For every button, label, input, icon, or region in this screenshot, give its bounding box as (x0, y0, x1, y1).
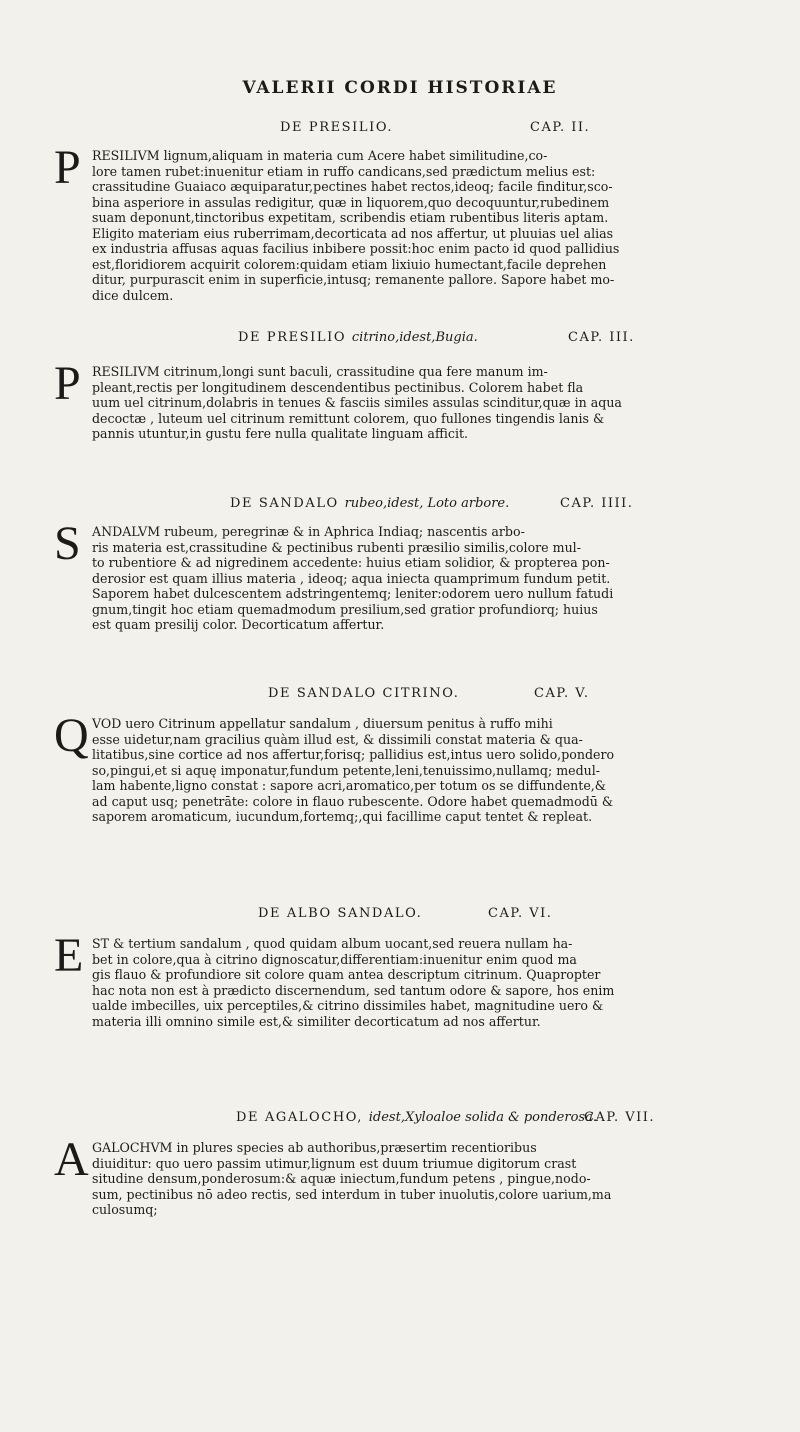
drop-capital: A (54, 1133, 89, 1186)
chapter-number: CAP. V. (534, 686, 590, 701)
drop-capital: E (54, 929, 84, 982)
section-paragraph-5: ST & tertium sandalum , quod quidam album uocant,sed reuera nullam ha- bet in colore,qua à citrino dignoscatur,differentiam:inuenitur enim quod ma gis flauo & profundiore sit colore quam antea descriptum citrinum. Quapropter hac nota non est à prædicto discernendum, sed tantum odore & sapore, hos enim ualde imbecilles, uix perceptiles,& citrino dissimiles habet, magnitudine uero & materia illi omnino simile est,& similiter decorticatum ad nos affertur. (92, 936, 615, 1029)
drop-capital: P (54, 357, 81, 410)
chapter-number: CAP. VII. (584, 1110, 656, 1125)
chapter-number: CAP. III. (568, 330, 635, 345)
section-paragraph-4: VOD uero Citrinum appellatur sandalum , diuersum penitus à ruffo mihi esse uidetur,nam gracilius quàm illud est, & dissimili constat materia & qua- litatibus,sine cortice ad nos affertur,forisq; pallidius est,intus uero solido,pondero so,pingui,et si aquę imponatur,fundum petente,leni,tenuissimo,nullamq; medul- lam habente,ligno constat : sapore acri,aromatico,per totum os se diffundente,& ad caput usq; penetrāte: colore in flauo rubescente. Odore habet quemadmodū & saporem aromaticum, iucundum,fortemq;,qui facillime caput tentet & repleat. (92, 716, 615, 824)
section-paragraph-3: ANDALVM rubeum, peregrinæ & in Aphrica Indiaq; nascentis arbo- ris materia est,crassitudine & pectinibus rubenti præsilio similis,colore mul- to rubentiore & ad nigredinem accedente: huius etiam solidior, & propterea pon- derosior est quam illius materia , ideoq; aqua iniecta quamprimum fundum petit. Saporem habet dulcescentem adstringentemq; leniter:odorem uero nullum fatudi gnum,tingit hoc etiam quemadmodum presilium,sed gratior profundiorq; huius est quam presilij color. Decorticatum affertur. (92, 524, 614, 632)
section-title: DE SANDALO rubeo,idest, Loto arbore. (230, 496, 510, 511)
section-title: DE SANDALO CITRINO. (268, 686, 460, 701)
chapter-number: CAP. IIII. (560, 496, 634, 511)
drop-capital: P (54, 141, 81, 194)
running-head: VALERII CORDI HISTORIAE (242, 78, 558, 98)
section-paragraph-2: RESILIVM citrinum,longi sunt baculi, crassitudine qua fere manum im- pleant,rectis per longitudinem descendentibus pectinibus. Colorem habet fla uum uel citrinum,dolabris in tenues & fasciis similes assulas scinditur,quæ in aqua decoctæ , luteum uel citrinum remittunt colorem, quo fullones tingendis lanis & pannis utuntur,in gustu fere nulla qualitate linguam afficit. (92, 364, 622, 441)
drop-capital: S (54, 517, 81, 570)
section-paragraph-1: RESILIVM lignum,aliquam in materia cum Acere habet similitudine,co- lore tamen rubet:inuenitur etiam in ruffo candicans,sed prædictum melius est: crassitudine Guaiaco æquiparatur,pectines habet rectos,ideoq; facile finditur,sco- bina asperiore in assulas redigitur, quæ in liquorem,quo decoquuntur,rubedinem suam deponunt,tinctoribus expetitam, scribendis etiam rubentibus literis aptam. Eligito materiam eius ruberrimam,decorticata ad nos affertur, ut pluuias uel alias ex industria affusas aquas facilius inbibere possit:hoc enim pacto id quod pallidius est,floridiorem acquirit colorem:quidam etiam lixiuio humectant,facile deprehen ditur, purpurascit enim in superficie,intusq; remanente pallore. Sapore habet mo- dice dulcem. (92, 148, 620, 303)
chapter-number: CAP. II. (530, 120, 591, 135)
section-paragraph-6: GALOCHVM in plures species ab authoribus,præsertim recentioribus diuiditur: quo uero passim utimur,lignum est duum triumue digitorum crast situdine densum,ponderosum:& aquæ iniectum,fundum petens , pingue,nodo- sum, pectinibus nō adeo rectis, sed interdum in tuber inuolutis,colore uarium,ma culosumq; (92, 1140, 612, 1217)
section-title: DE PRESILIO. (280, 120, 394, 135)
section-title: DE AGALOCHO, idest,Xyloaloe solida & ponderosa. (236, 1110, 597, 1125)
drop-capital: Q (54, 709, 89, 762)
section-title: DE ALBO SANDALO. (258, 906, 423, 921)
section-title: DE PRESILIO citrino,idest,Bugia. (238, 330, 478, 345)
chapter-number: CAP. VI. (488, 906, 553, 921)
